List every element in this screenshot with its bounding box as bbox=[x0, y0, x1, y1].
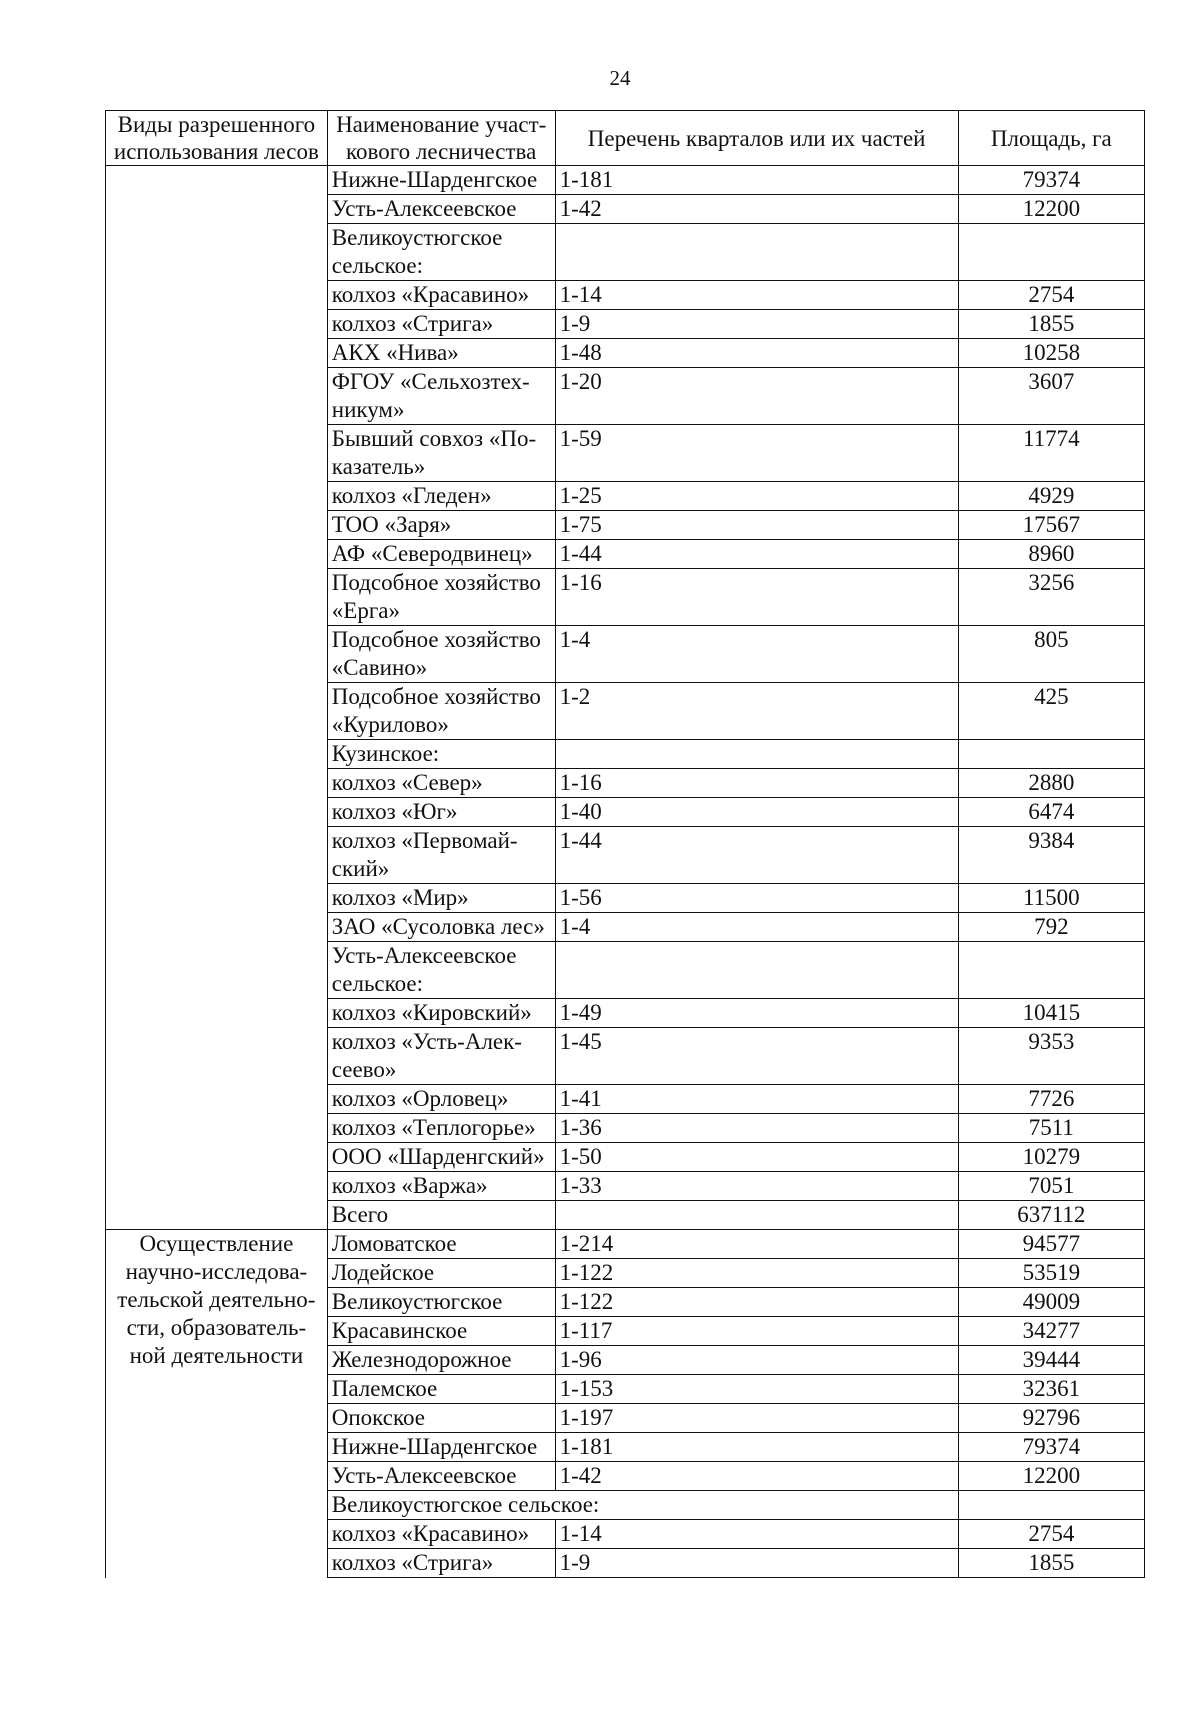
forestry-name: колхоз «Красавино» bbox=[327, 281, 555, 310]
area: 79374 bbox=[958, 1433, 1144, 1462]
quarters: 1-48 bbox=[555, 339, 958, 368]
forestry-name: АКХ «Нива» bbox=[327, 339, 555, 368]
forestry-name: Всего bbox=[327, 1201, 555, 1230]
header-quarters: Перечень кварталов или их частей bbox=[555, 111, 958, 166]
area: 11500 bbox=[958, 884, 1144, 913]
quarters: 1-14 bbox=[555, 1520, 958, 1549]
quarters: 1-4 bbox=[555, 913, 958, 942]
forestry-name: колхоз «Гледен» bbox=[327, 482, 555, 511]
area bbox=[958, 224, 1144, 281]
forestry-name: колхоз «Красавино» bbox=[327, 1520, 555, 1549]
quarters: 1-2 bbox=[555, 683, 958, 740]
area: 805 bbox=[958, 626, 1144, 683]
area: 3607 bbox=[958, 368, 1144, 425]
forestry-name: Красавинское bbox=[327, 1317, 555, 1346]
forestry-name: Нижне-Шарденгское bbox=[327, 166, 555, 195]
area: 3256 bbox=[958, 569, 1144, 626]
quarters: 1-117 bbox=[555, 1317, 958, 1346]
forestry-name: Железнодорожное bbox=[327, 1346, 555, 1375]
area: 94577 bbox=[958, 1230, 1144, 1259]
quarters: 1-56 bbox=[555, 884, 958, 913]
page-number: 24 bbox=[609, 66, 631, 90]
forestry-name: Бывший совхоз «По- казатель» bbox=[327, 425, 555, 482]
area: 39444 bbox=[958, 1346, 1144, 1375]
forestry-name: Усть-Алексеевское сельское: bbox=[327, 942, 555, 999]
quarters: 1-16 bbox=[555, 569, 958, 626]
forestry-name: Кузинское: bbox=[327, 740, 555, 769]
forestry-name: колхоз «Кировский» bbox=[327, 999, 555, 1028]
forestry-name: Великоустюгское сельское: bbox=[327, 1491, 958, 1520]
area: 1855 bbox=[958, 310, 1144, 339]
quarters: 1-44 bbox=[555, 540, 958, 569]
use-type-cell: Осуществление научно-исследова- тельской деятельно- сти, образователь- ной деятельности bbox=[106, 1230, 328, 1578]
forestry-name: АФ «Северодвинец» bbox=[327, 540, 555, 569]
area: 12200 bbox=[958, 1462, 1144, 1491]
quarters: 1-96 bbox=[555, 1346, 958, 1375]
quarters: 1-181 bbox=[555, 166, 958, 195]
forestry-name: колхоз «Юг» bbox=[327, 798, 555, 827]
area: 7726 bbox=[958, 1085, 1144, 1114]
area bbox=[958, 942, 1144, 999]
forestry-name: ФГОУ «Сельхозтех- никум» bbox=[327, 368, 555, 425]
quarters: 1-50 bbox=[555, 1143, 958, 1172]
forestry-name: Лодейское bbox=[327, 1259, 555, 1288]
header-forestry-name: Наименование участ- кового лесничества bbox=[327, 111, 555, 166]
quarters: 1-14 bbox=[555, 281, 958, 310]
area: 92796 bbox=[958, 1404, 1144, 1433]
area: 9353 bbox=[958, 1028, 1144, 1085]
forest-use-table bbox=[105, 110, 1145, 1578]
area: 17567 bbox=[958, 511, 1144, 540]
forestry-name: Усть-Алексеевское bbox=[327, 195, 555, 224]
quarters bbox=[555, 740, 958, 769]
area: 32361 bbox=[958, 1375, 1144, 1404]
area: 12200 bbox=[958, 195, 1144, 224]
quarters: 1-122 bbox=[555, 1288, 958, 1317]
area: 53519 bbox=[958, 1259, 1144, 1288]
table-row bbox=[106, 166, 1145, 195]
area: 10415 bbox=[958, 999, 1144, 1028]
quarters bbox=[555, 1201, 958, 1230]
quarters: 1-36 bbox=[555, 1114, 958, 1143]
quarters: 1-42 bbox=[555, 1462, 958, 1491]
forestry-name: Подсобное хозяйство «Курилово» bbox=[327, 683, 555, 740]
quarters: 1-45 bbox=[555, 1028, 958, 1085]
quarters: 1-40 bbox=[555, 798, 958, 827]
forestry-name: колхоз «Мир» bbox=[327, 884, 555, 913]
table-body bbox=[106, 166, 1145, 1578]
quarters: 1-9 bbox=[555, 1549, 958, 1578]
forestry-name: Подсобное хозяйство «Савино» bbox=[327, 626, 555, 683]
area: 10258 bbox=[958, 339, 1144, 368]
area bbox=[958, 740, 1144, 769]
area: 34277 bbox=[958, 1317, 1144, 1346]
area: 7511 bbox=[958, 1114, 1144, 1143]
quarters: 1-44 bbox=[555, 827, 958, 884]
use-type-cell bbox=[106, 166, 328, 1230]
forestry-name: ООО «Шарденгский» bbox=[327, 1143, 555, 1172]
quarters: 1-4 bbox=[555, 626, 958, 683]
quarters: 1-59 bbox=[555, 425, 958, 482]
forestry-name: колхоз «Север» bbox=[327, 769, 555, 798]
area: 425 bbox=[958, 683, 1144, 740]
area: 49009 bbox=[958, 1288, 1144, 1317]
forestry-name: колхоз «Первомай- ский» bbox=[327, 827, 555, 884]
area: 792 bbox=[958, 913, 1144, 942]
forestry-name: колхоз «Усть-Алек- сеево» bbox=[327, 1028, 555, 1085]
quarters: 1-41 bbox=[555, 1085, 958, 1114]
quarters: 1-42 bbox=[555, 195, 958, 224]
area: 4929 bbox=[958, 482, 1144, 511]
quarters: 1-181 bbox=[555, 1433, 958, 1462]
area: 637112 bbox=[958, 1201, 1144, 1230]
area: 2880 bbox=[958, 769, 1144, 798]
quarters: 1-214 bbox=[555, 1230, 958, 1259]
forestry-name: Подсобное хозяйство «Ерга» bbox=[327, 569, 555, 626]
header-use-type: Виды разрешенного использования лесов bbox=[106, 111, 328, 166]
forestry-name: Опокское bbox=[327, 1404, 555, 1433]
area: 79374 bbox=[958, 166, 1144, 195]
forestry-name: Усть-Алексеевское bbox=[327, 1462, 555, 1491]
header-area: Площадь, га bbox=[958, 111, 1144, 166]
quarters: 1-197 bbox=[555, 1404, 958, 1433]
quarters: 1-33 bbox=[555, 1172, 958, 1201]
forestry-name: Палемское bbox=[327, 1375, 555, 1404]
forestry-name: Великоустюгское bbox=[327, 1288, 555, 1317]
table-header-row bbox=[106, 111, 1145, 166]
area: 6474 bbox=[958, 798, 1144, 827]
quarters: 1-49 bbox=[555, 999, 958, 1028]
area: 7051 bbox=[958, 1172, 1144, 1201]
area: 10279 bbox=[958, 1143, 1144, 1172]
forestry-name: колхоз «Стрига» bbox=[327, 310, 555, 339]
forestry-name: Великоустюгское сельское: bbox=[327, 224, 555, 281]
forestry-name: колхоз «Орловец» bbox=[327, 1085, 555, 1114]
area: 8960 bbox=[958, 540, 1144, 569]
area bbox=[958, 1491, 1144, 1520]
quarters: 1-153 bbox=[555, 1375, 958, 1404]
forestry-name: ТОО «Заря» bbox=[327, 511, 555, 540]
forestry-name: Нижне-Шарденгское bbox=[327, 1433, 555, 1462]
quarters: 1-122 bbox=[555, 1259, 958, 1288]
quarters: 1-75 bbox=[555, 511, 958, 540]
quarters: 1-16 bbox=[555, 769, 958, 798]
quarters: 1-25 bbox=[555, 482, 958, 511]
quarters bbox=[555, 224, 958, 281]
forestry-name: Ломоватское bbox=[327, 1230, 555, 1259]
area: 1855 bbox=[958, 1549, 1144, 1578]
forestry-name: колхоз «Стрига» bbox=[327, 1549, 555, 1578]
area: 9384 bbox=[958, 827, 1144, 884]
forestry-name: колхоз «Теплогорье» bbox=[327, 1114, 555, 1143]
table-row bbox=[106, 1230, 1145, 1259]
area: 11774 bbox=[958, 425, 1144, 482]
quarters bbox=[555, 942, 958, 999]
quarters: 1-20 bbox=[555, 368, 958, 425]
area: 2754 bbox=[958, 281, 1144, 310]
forestry-name: ЗАО «Сусоловка лес» bbox=[327, 913, 555, 942]
area: 2754 bbox=[958, 1520, 1144, 1549]
quarters: 1-9 bbox=[555, 310, 958, 339]
forestry-name: колхоз «Варжа» bbox=[327, 1172, 555, 1201]
